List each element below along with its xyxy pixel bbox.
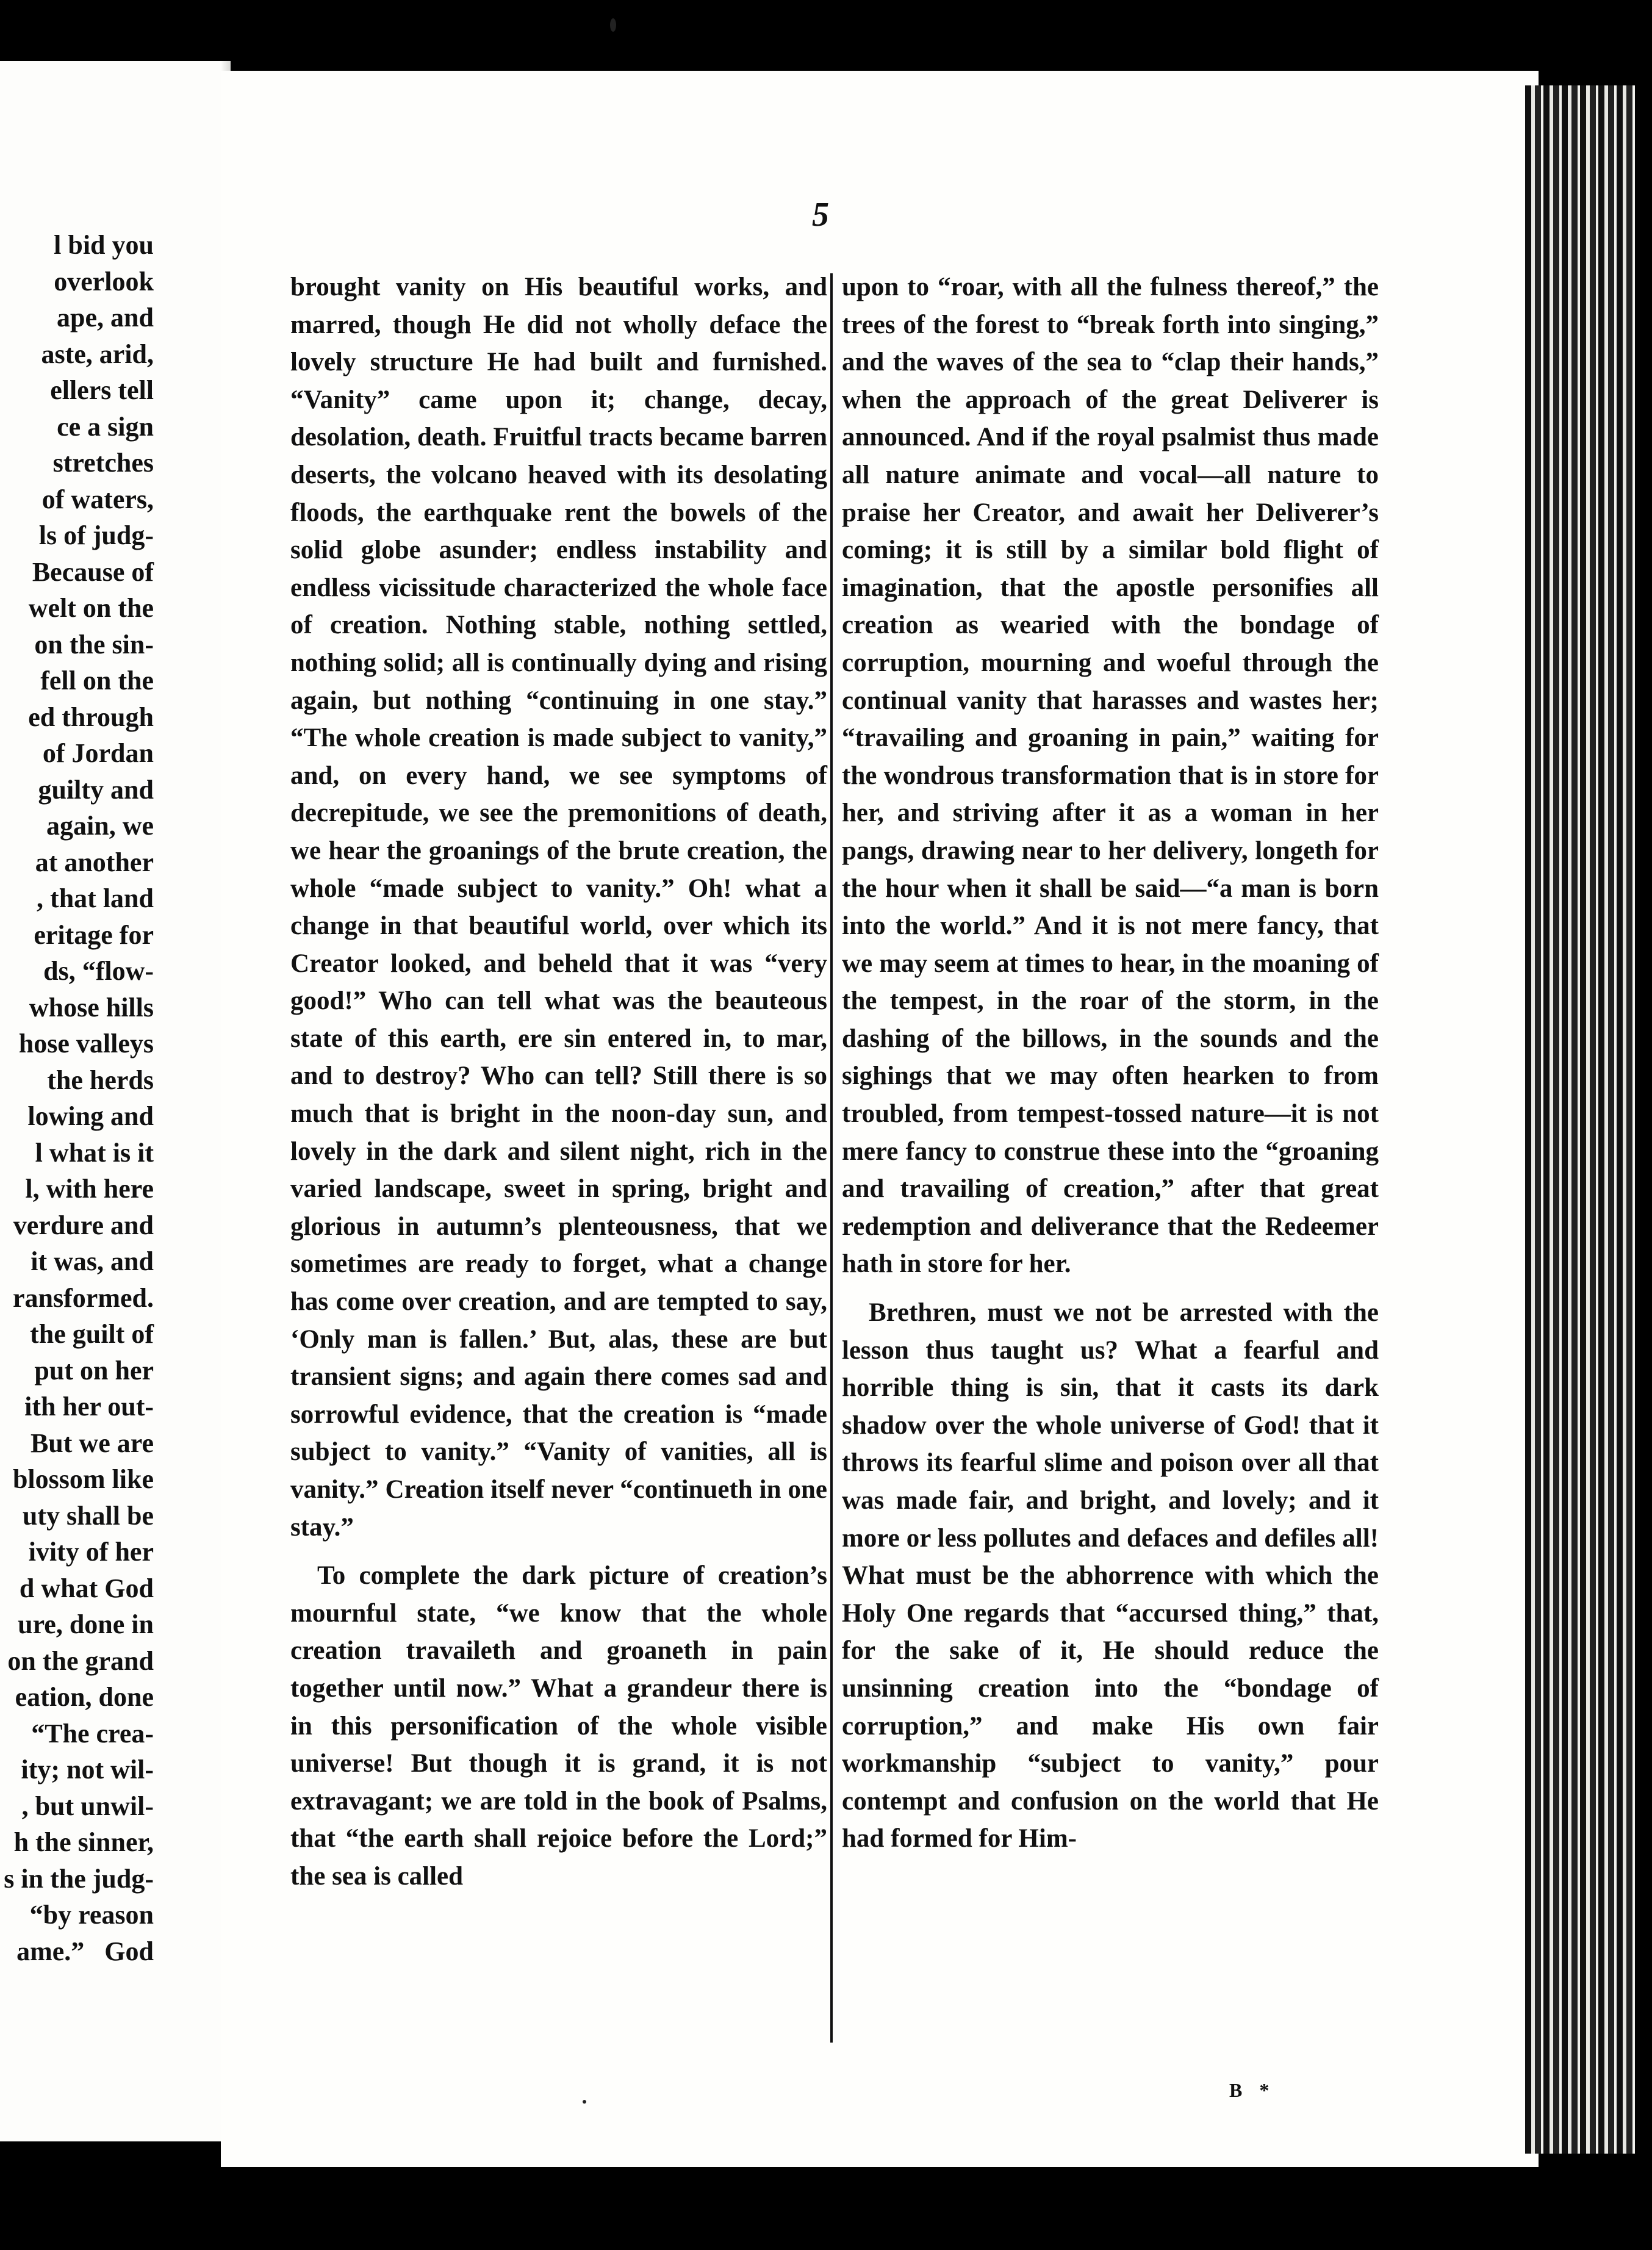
left-page-line: guilty and xyxy=(38,774,154,805)
left-page-line: fell on the xyxy=(40,666,154,695)
left-page-line: uty shall be xyxy=(22,1500,154,1531)
left-page-line: welt on the xyxy=(28,593,154,623)
ink-speck xyxy=(583,2100,586,2104)
left-page-line: h the sinner, xyxy=(13,1827,154,1857)
left-page xyxy=(0,61,231,2141)
left-page-line: l what is it xyxy=(35,1137,154,1168)
column-divider xyxy=(830,273,833,2043)
left-page-line: eritage for xyxy=(34,919,154,950)
left-page-line: d what God xyxy=(19,1573,154,1603)
left-page-line: , that land xyxy=(37,883,154,913)
left-page-line: hose valleys xyxy=(18,1029,154,1059)
left-page-line: ure, done in xyxy=(18,1609,154,1639)
left-page-line: ce a sign xyxy=(57,411,154,442)
left-page-line: of Jordan xyxy=(42,738,154,768)
left-page-line: s in the judg- xyxy=(4,1863,154,1894)
left-page-line: ls of judg- xyxy=(38,520,154,550)
left-page-line: the herds xyxy=(47,1065,154,1095)
left-page-line: ity; not wil- xyxy=(21,1755,154,1785)
left-page-line: put on her xyxy=(34,1355,154,1386)
paragraph: To complete the dark picture of creation’s mournful state, “we know that the whole creation travaileth and groaneth in pain together until now.” What a grandeur there is in this personification of the whole visible universe! But though it is grand, it is not extravagant; we are told in the book of Psalms, that “the earth shall rejoice before the Lord;” the sea is called xyxy=(290,1561,827,1891)
left-page-line: ivity of her xyxy=(28,1537,154,1567)
signature-mark: B * xyxy=(1229,2079,1276,2101)
page-edges xyxy=(1525,85,1635,2154)
left-page-line: stretches xyxy=(52,448,154,478)
paragraph: brought vanity on His beautiful works, and marred, though He did not wholly deface the lovely structure He had built and furnished. “Vanity” came upon it; change, decay, desolation, death. Fruitful tracts became barren deserts, the volcano heaved with its desolating floods, the earthquake rent the bowels of the solid globe asunder; endless instability and endless vicissitude characterized the whole face of creation. Nothing stable, nothing settled, nothing solid; all is continually dying and rising again, but nothing “continuing in one stay.” “The whole creation is made subject to vanity,” and, on every hand, we see symptoms of decrepitude, we see the premonitions of death, we hear the groanings of the brute creation, the whole “made subject to vanity.” Oh! what a change in that beautiful world, over which its Creator looked, and beheld that it was “very good!” Who can tell what was the beauteous state of this earth, ere sin entered in, to mar, and to destroy? Who can tell? Still there is so much that is bright in the noon-day sun, and lovely in the dark and silent night, rich in the varied landscape, sweet in spring, bright and glorious in autumn’s plenteousness, that we sometimes are ready to forget, what a change has come over creation, and are tempted to say, ‘Only man is fallen.’ But, alas, these are but transient signs; and again there comes sad and sorrowful evidence, that the creation is “made subject to vanity.” “Vanity of vanities, all is vanity.” Creation itself never “continueth in one stay.” xyxy=(290,273,827,1542)
left-page-line: at another xyxy=(35,847,154,877)
text-column-left xyxy=(290,268,827,1896)
left-page-line: lowing and xyxy=(27,1101,154,1131)
left-page-line: whose hills xyxy=(29,992,154,1023)
left-page-line: ith her out- xyxy=(24,1392,154,1422)
left-page-line: l, with here xyxy=(25,1174,154,1204)
left-page-line: aste, arid, xyxy=(41,339,154,369)
left-page-line: the guilt of xyxy=(30,1319,154,1349)
left-page-line: ed through xyxy=(28,702,154,732)
left-page-line: ame.” God xyxy=(16,1936,154,1966)
left-page-line: of waters, xyxy=(41,484,154,514)
left-page-line: again, we xyxy=(46,811,154,841)
left-page-line: on the grand xyxy=(7,1645,154,1676)
left-page-line: verdure and xyxy=(13,1210,154,1240)
left-page-line: overlook xyxy=(54,266,154,297)
left-page-line: , but unwil- xyxy=(21,1791,154,1821)
left-page-line: eation, done xyxy=(15,1682,154,1712)
left-page-line: it was, and xyxy=(31,1246,154,1276)
left-page-line: “The crea- xyxy=(31,1718,154,1749)
page-number: 5 xyxy=(812,196,829,234)
left-page-line: ransformed. xyxy=(13,1282,154,1313)
left-page-line: “by reason xyxy=(29,1900,154,1930)
left-page-text xyxy=(0,227,154,1969)
left-page-line: ape, and xyxy=(57,303,154,332)
left-page-line: But we are xyxy=(30,1428,154,1458)
paragraph: upon to “roar, with all the fulness thereof,” the trees of the forest to “break forth into singing,” and the waves of the sea to “clap their hands,” when the approach of the great Deliverer is announced. And if the royal psalmist thus made all nature animate and vocal—all nature to praise her Creator, and await her Deliverer’s coming; it is still by a similar bold flight of imagination, that the apostle personifies all creation as wearied with the bondage of corruption, mourning and woeful through the continual vanity that harasses and wastes her; “travailing and groaning in pain,” waiting for the wondrous transformation that is in store for her, and striving after it as a woman in her pangs, drawing near to her delivery, longeth for the hour when it shall be said—“a man is born into the world.” And it is not mere fancy, that we may seem at times to hear, in the moaning of the tempest, in the roar of the storm, in the dashing of the billows, in the sounds and the sighings that we may often hearken to from troubled, from tempest-tossed nature—it is not mere fancy to construe these into the “groaning and travailing of creation,” after that great redemption and deliverance that the Redeemer hath in store for her. xyxy=(842,273,1379,1279)
left-page-line: Because of xyxy=(32,556,154,587)
left-page-line: l bid you xyxy=(54,230,154,260)
left-page-line: blossom like xyxy=(12,1464,154,1494)
left-page-line: on the sin- xyxy=(34,629,154,660)
ink-speck xyxy=(610,18,616,32)
text-column-right xyxy=(842,268,1379,1858)
left-page-line: ellers tell xyxy=(50,375,154,405)
left-page-line: ds, “flow- xyxy=(43,956,154,986)
paragraph: Brethren, must we not be arrested with the lesson thus taught us? What a fearful and horrible thing is sin, that it casts its dark shadow over the whole universe of God! that it throws its fearful slime and poison over all that was made fair, and bright, and lovely; and it more or less pollutes and defaces and defiles all! What must be the abhorrence with which the Holy One regards that “accursed thing,” that, for the sake of it, He should reduce the unsinning creation into the “bondage of corruption,” and make His own fair workmanship “subject to vanity,” pour contempt and confusion on the world that He had formed for Him- xyxy=(842,1298,1379,1853)
